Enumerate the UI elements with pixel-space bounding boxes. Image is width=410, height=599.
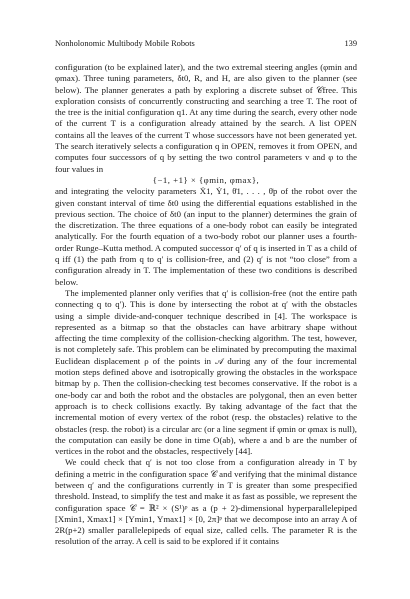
body-text xyxy=(55,62,357,548)
paragraph: and integrating the velocity parameters Ẋ1, Ẏ1, θ̇1, . . . , θ̇p of the robot over the given constant interval of time δt0 using the differential equations established in the previous section. The choice of δt0 (an input to the planner) determines the grain of the discretization. The three equations of a one-body robot can easily be integrated analytically. For the fourth equation of a two-body robot our planner uses a fourth-order Runge–Kutta method. A computed successor q′ of q is inserted in T as a child of q iff (1) the path from q to q′ is collision-free, and (2) q′ is not “too close” from a configuration already in T. The implementation of these two conditions is described below. xyxy=(55,186,357,287)
paragraph: configuration (to be explained later), and the two extremal steering angles (φmin and φmax). Three tuning parameters, δt0, R, and H, are also given to the planner (see below). The planner generates a path by exploring a discrete subset of 𝒞free. This exploration consists of concurrently constructing and searching a tree T. The root of the tree is the initial configuration q1. At any time during the search, every other node of the current T is a configuration already attained by the search. A list OPEN contains all the leaves of the current T whose successors have not been generated yet. The search iteratively selects a configuration q in OPEN, removes it from OPEN, and computes four successors of q by setting the two control parameters v and φ to the four values in xyxy=(55,62,357,174)
display-formula: {−1, +1} × {φmin, φmax}, xyxy=(152,174,260,185)
running-header xyxy=(55,39,357,51)
paragraph: We could check that q′ is not too close from a configuration already in T by defining a metric in the configuration space 𝒞 and verifying that the minimal distance between q′ and the configurations currently in T is greater than some prespecified threshold. Instead, to simplify the test and make it as fast as possible, we represent the configuration space 𝒞 = ℝ² × (S¹)ᵖ as a (p + 2)-dimensional hyperparallelepiped [Xmin1, Xmax1] × [Ymin1, Ymax1] × [0, 2π]ᵖ that we decompose into an array A of 2R(p+2) smaller parallelepipeds of equal size, called cells. The parameter R is the resolution of the array. A cell is said to be explored if it contains xyxy=(55,457,357,547)
paragraph: The implemented planner only verifies that q′ is collision-free (not the entire path connecting q to q′). This is done by intersecting the robot at q′ with the obstacles using a simple divide-and-conquer technique described in [4]. The workspace is represented as a bitmap so that the obstacles can have arbitrary shape without affecting the time complexity of the collision-checking algorithm. The test, however, is not completely safe. This problem can be eliminated by precomputing the maximal Euclidean displacement ρ of the points in 𝒜 during any of the four incremental motion steps defined above and isotropically growing the obstacles in the workspace bitmap by ρ. Then the collision-checking test becomes conservative. If the robot is a one-body car and both the robot and the obstacles are polygonal, then an even better approach is to check collisions exactly. By taking advantage of the fact that the incremental motion of every vertex of the robot (resp. the obstacles) relative to the obstacles (resp. the robot) is a circular arc (or a line segment if φmin or φmax is null), the computation can easily be done in time O(ab), where a and b are the number of vertices in the robot and the obstacles, respectively [44]. xyxy=(55,287,357,457)
running-title: Nonholonomic Multibody Mobile Robots xyxy=(55,39,195,48)
page-number: 139 xyxy=(344,39,357,48)
